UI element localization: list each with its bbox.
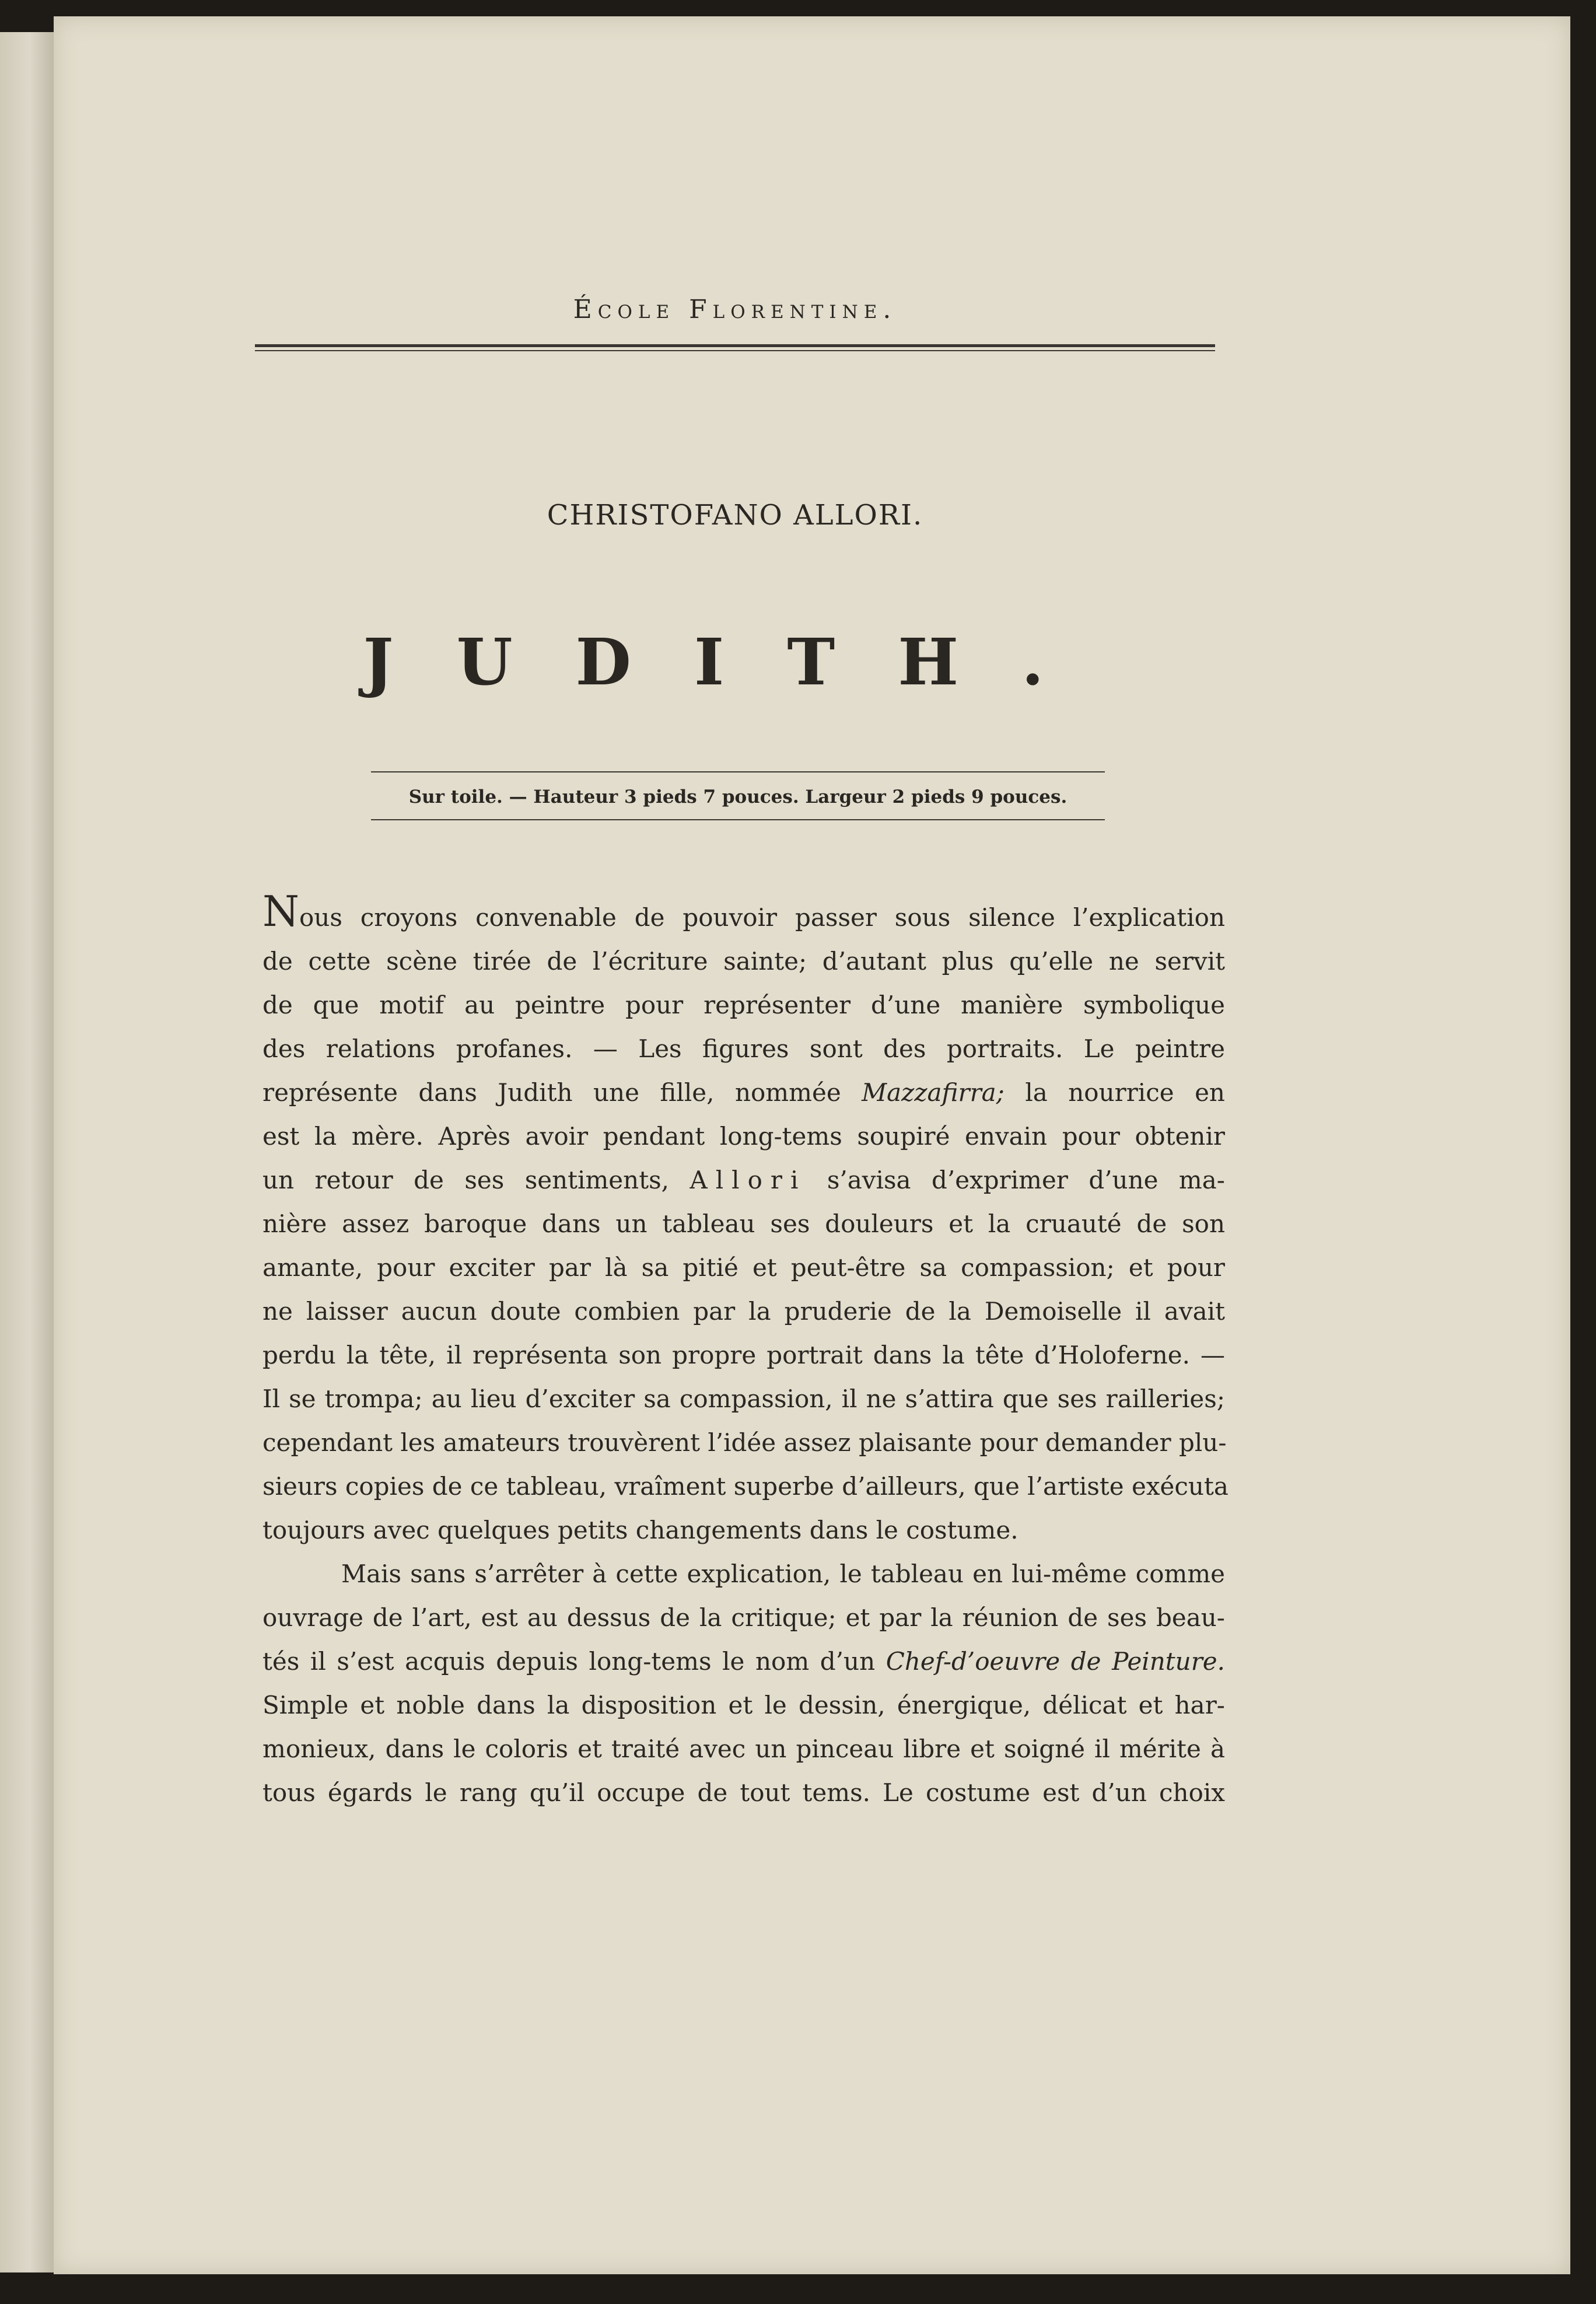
text-line: cependant les amateurs trouvèrent l’idée assez plaisante pour demander plu- [262,1428,1227,1457]
left-page-edge [0,32,54,2272]
text-line: Mais sans s’arrêter à cette explication, le tableau en lui-même comme [341,1560,1225,1588]
text-line: perdu la tête, il représenta son propre portrait dans la tête d’Holoferne. — [262,1341,1225,1369]
spec-rule-bottom [371,819,1105,820]
text-line: tés il s’est acquis depuis long-tems le nom d’un Chef-d’oeuvre de Peinture. [262,1647,1226,1676]
paragraph-1 [262,887,1228,1552]
text-line: tous égards le rang qu’il occupe de tout tems. Le costume est d’un choix [262,1778,1225,1807]
text-line: ne laisser aucun doute combien par la pruderie de la Demoiselle il avait [262,1297,1225,1326]
text-line: ouvrage de l’art, est au dessus de la critique; et par la réunion de ses beau- [262,1603,1225,1632]
text-line: représente dans Judith une fille, nommée Mazzafirra; la nourrice en [262,1078,1225,1107]
text-line: Il se trompa; au lieu d’exciter sa compassion, il ne s’attira que ses railleries; [262,1385,1225,1413]
artwork-title: JUDITH. [363,624,1107,700]
text-line: Nous croyons convenable de pouvoir passer sous silence l’explication [262,887,1225,936]
header-rule-thin [255,350,1215,351]
text-line: toujours avec quelques petits changements dans le costume. [262,1516,1019,1544]
text-line: un retour de ses sentiments, Allori s’avisa d’exprimer d’une ma- [262,1166,1225,1194]
artwork-specs: Sur toile. — Hauteur 3 pieds 7 pouces. Largeur 2 pieds 9 pouces. [408,786,1068,807]
body-text [262,887,1228,1814]
header-rule-thick [255,344,1215,347]
spaced-name: Allori [690,1166,807,1194]
text-line: amante, pour exciter par là sa pitié et peut-être sa compassion; et pour [262,1253,1225,1282]
text-line: de cette scène tirée de l’écriture sainte; d’autant plus qu’elle ne servit [262,947,1225,976]
text-line: nière assez baroque dans un tableau ses douleurs et la cruauté de son [262,1209,1225,1238]
italic-name: Mazzafirra; [862,1078,1005,1107]
spec-rule-top [371,771,1105,772]
paragraph-2 [262,1552,1225,1814]
section-header: École Florentine. [573,295,897,324]
text-line: sieurs copies de ce tableau, vraîment superbe d’ailleurs, que l’artiste exécuta [262,1472,1228,1501]
artist-name: CHRISTOFANO ALLORI. [547,499,923,532]
text-line: Simple et noble dans la disposition et le dessin, énergique, délicat et har- [262,1691,1225,1719]
text-line: monieux, dans le coloris et traité avec un pinceau libre et soigné il mérite à [262,1735,1225,1763]
text-line: de que motif au peintre pour représenter d’une manière symbolique [262,991,1225,1019]
drop-cap: N [262,887,299,936]
text-line: des relations profanes. — Les figures sont des portraits. Le peintre [262,1034,1225,1063]
italic-phrase: Chef-d’oeuvre de Peinture. [886,1647,1226,1676]
text-line: est la mère. Après avoir pendant long-tems soupiré envain pour obtenir [262,1122,1225,1151]
